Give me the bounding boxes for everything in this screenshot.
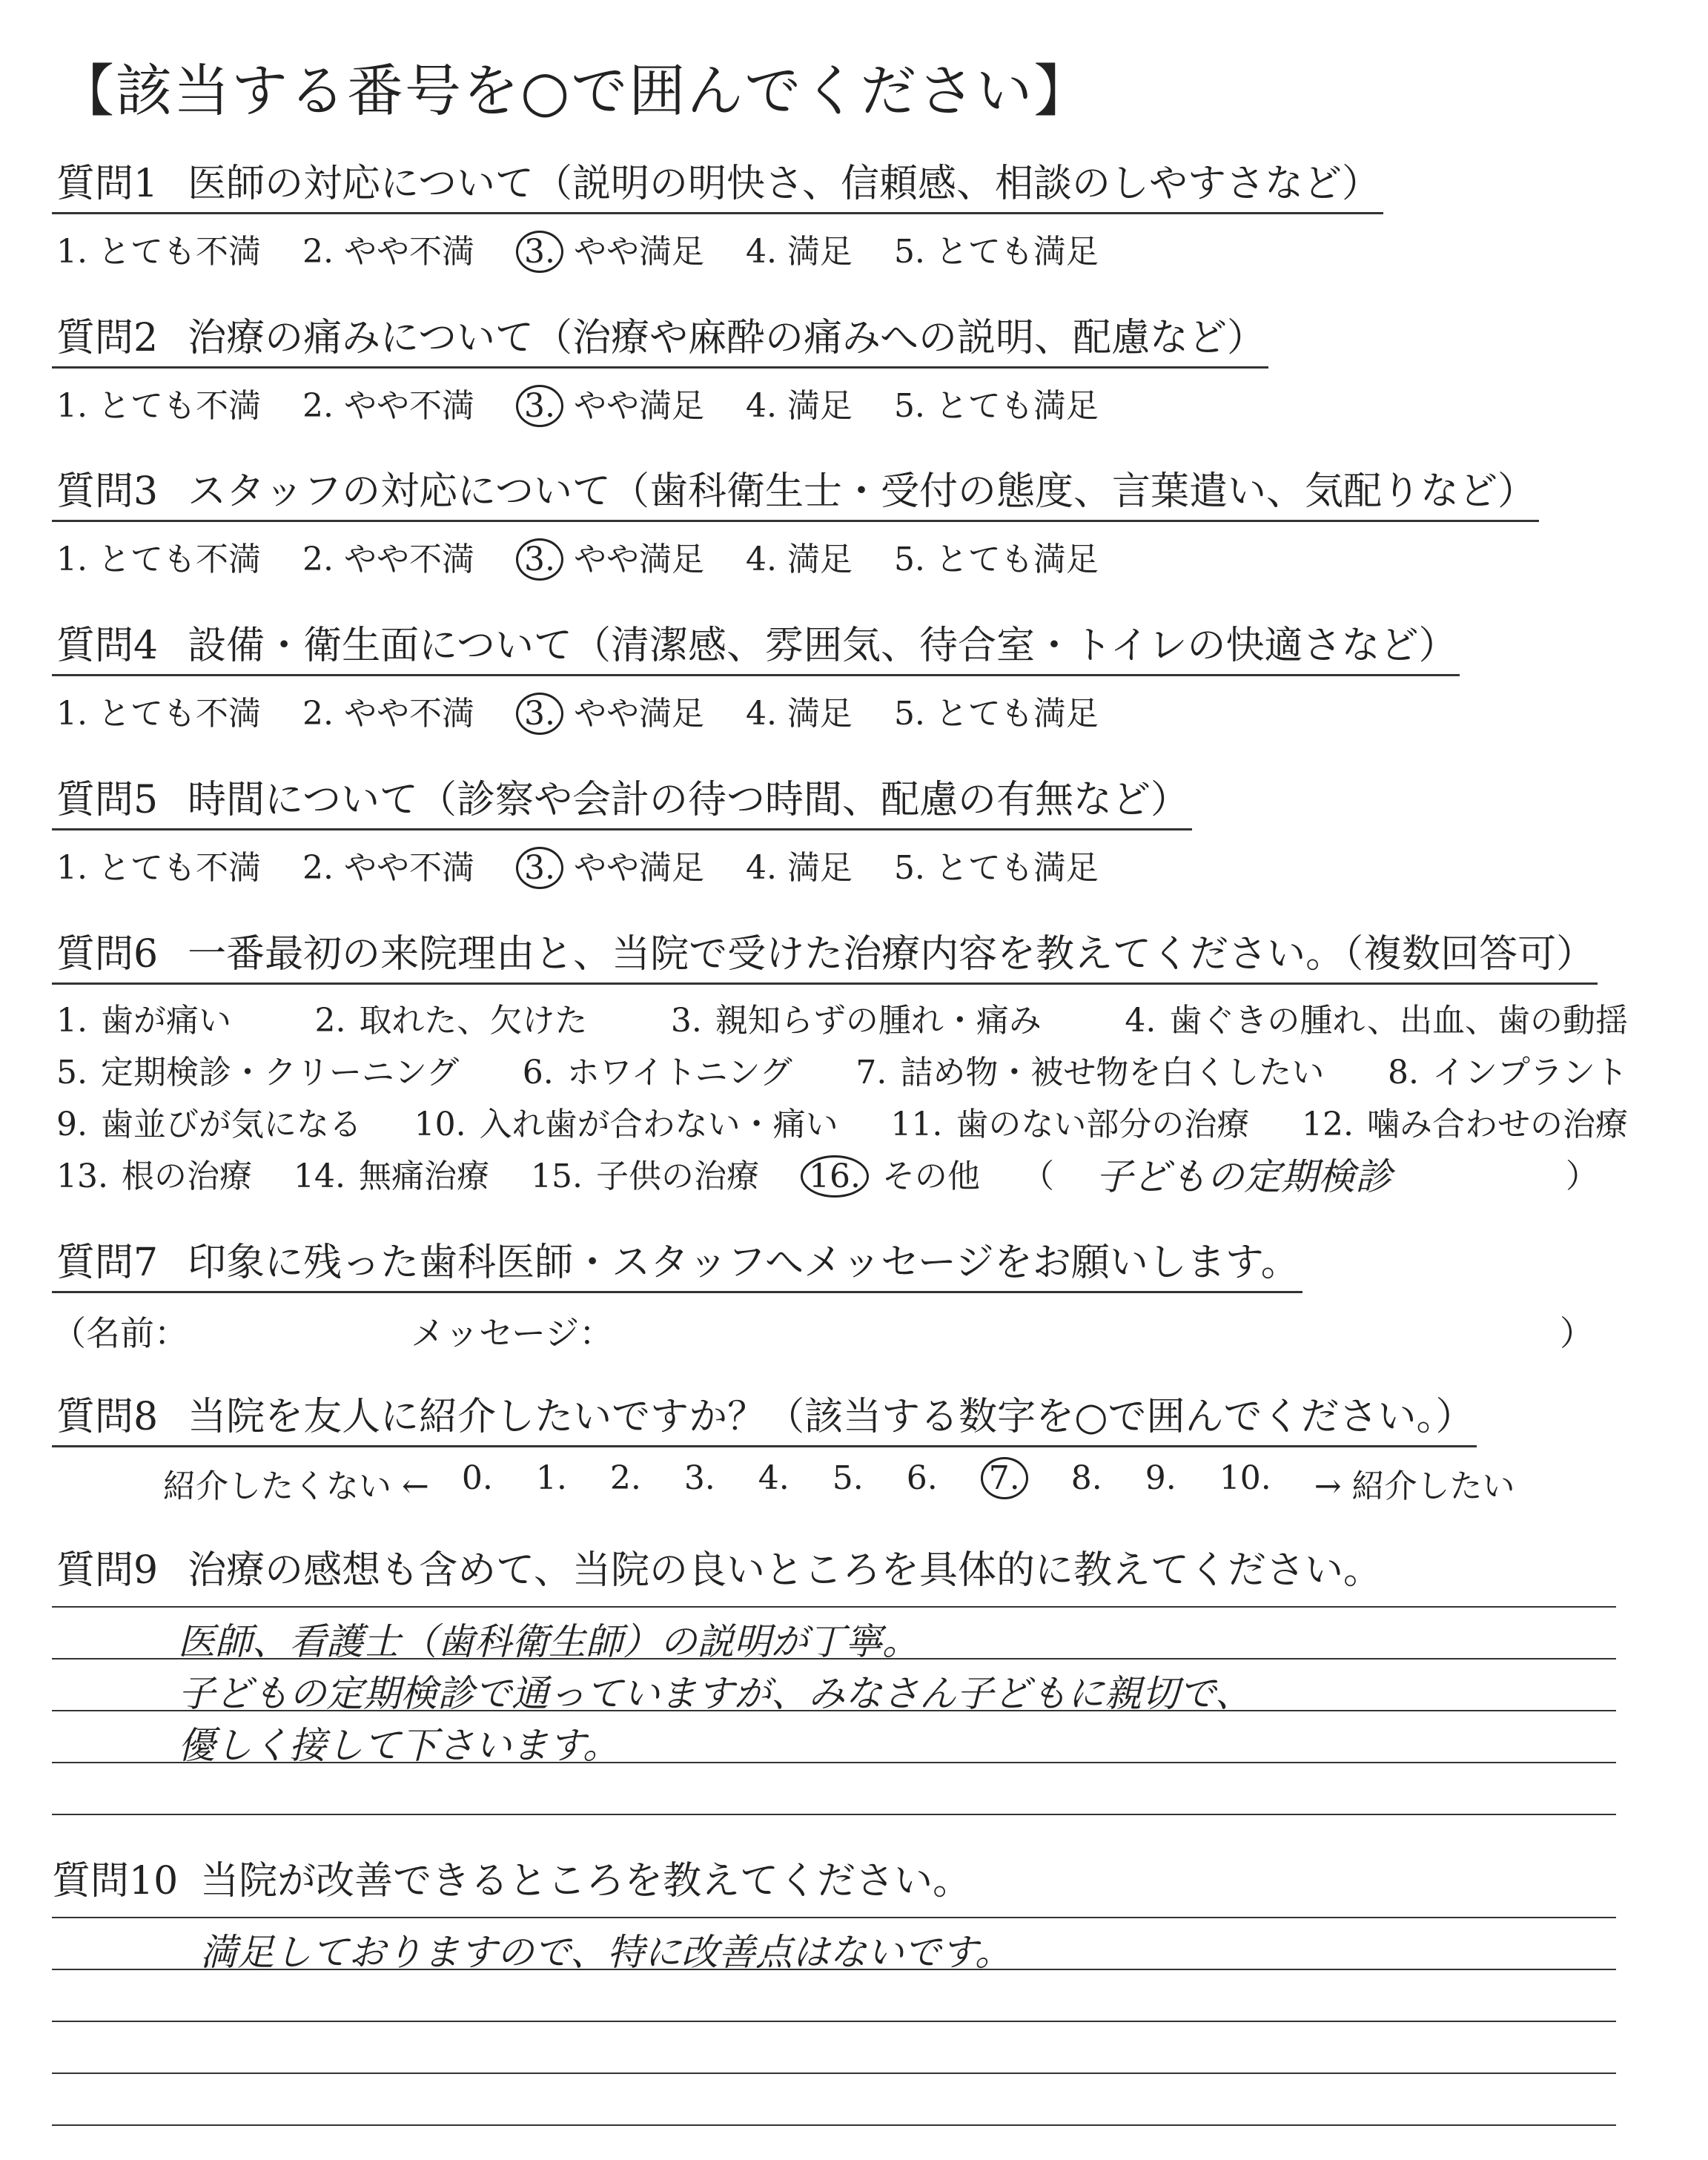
message-row [52,1307,1623,1355]
question-heading [52,1231,1302,1293]
option-4[interactable]: 4. 満足 [745,387,853,425]
option-2[interactable]: 2. やや不満 [302,541,474,578]
option-5[interactable]: 5. とても満足 [893,233,1099,271]
option-2[interactable]: 2. やや不満 [302,695,474,733]
question-7 [52,1231,1623,1355]
scale-3[interactable]: 3. [683,1459,715,1497]
option-1[interactable]: 1. とても不満 [56,233,261,271]
option-1[interactable]: 1. とても不満 [56,387,261,425]
option-1[interactable]: 1. とても不満 [56,541,261,578]
scale-6[interactable]: 6. [906,1459,938,1497]
message-close-paren: ） [1560,1313,1594,1353]
option-5[interactable]: 5. とても満足 [893,541,1099,578]
question-label: 質問2 [56,316,159,360]
option-5[interactable]: 5. とても満足 [893,849,1099,887]
question-text: 当院が改善できるところを教えてください。 [200,1859,972,1903]
scale-left-label: 紹介したくない ← [163,1467,429,1505]
option-10[interactable]: 10. 入れ歯が合わない・痛い [414,1106,838,1143]
option-6[interactable]: 6. ホワイトニング [522,1054,792,1091]
rating-options [52,225,1383,272]
question-text: 治療の痛みについて（治療や麻酔の痛みへの説明、配慮など） [188,316,1266,360]
question-1 [52,152,1383,272]
option-3[interactable]: 3. 親知らずの腫れ・痛み [670,1002,1042,1040]
option-2[interactable]: 2. やや不満 [302,387,474,425]
scale-10[interactable]: 10. [1219,1459,1271,1497]
option-4[interactable]: 4. 歯ぐきの腫れ、出血、歯の動揺 [1125,1002,1628,1040]
scale-8[interactable]: 8. [1070,1459,1102,1497]
scale-1[interactable]: 1. [535,1459,567,1497]
question-text: 治療の感想も含めて、当院の良いところを具体的に教えてください。 [188,1548,1383,1593]
reason-options [52,995,1628,1203]
option-5[interactable]: 5. 定期検診・クリーニング [56,1054,460,1091]
question-text: 医師の対応について（説明の明快さ、信頼感、相談のしやすさなど） [188,162,1380,206]
option-13[interactable]: 13. 根の治療 [56,1157,252,1195]
option-2[interactable]: 2. やや不満 [302,233,474,271]
answer-handwritten[interactable]: 子どもの定期検診で通っていますが、みなさん子どもに親切で、 [178,1672,1252,1715]
question-label: 質問8 [56,1395,159,1439]
question-heading [52,614,1460,676]
answer-line [52,2124,1616,2126]
option-1[interactable]: 1. とても不満 [56,849,261,887]
option-3-selected[interactable]: 3. やや満足 [516,841,704,888]
option-4[interactable]: 4. 満足 [745,849,853,887]
question-9 [52,1539,1382,1594]
option-3-selected[interactable]: 3. やや満足 [516,687,704,734]
other-answer-handwritten[interactable]: 子どもの定期検診 [1095,1155,1392,1198]
question-label: 質問7 [56,1241,159,1285]
option-16-selected[interactable]: 16. その他 [801,1151,980,1203]
option-4[interactable]: 4. 満足 [745,695,853,733]
scale-right-label: → 紹介したい [1314,1467,1515,1505]
option-1[interactable]: 1. 歯が痛い [56,1002,231,1040]
option-8[interactable]: 8. インプラント [1388,1054,1628,1091]
answer-line [52,1606,1616,1608]
question-heading [52,460,1539,522]
options-row [56,995,1628,1047]
option-11[interactable]: 11. 歯のない部分の治療 [890,1106,1250,1143]
option-15[interactable]: 15. 子供の治療 [530,1157,759,1195]
question-label: 質問4 [56,624,159,668]
question-10 [52,1849,971,1905]
question-8 [52,1385,1515,1507]
scale-7-selected[interactable]: 7. [981,1459,1039,1507]
option-2[interactable]: 2. 取れた、欠けた [314,1002,588,1040]
option-5[interactable]: 5. とても満足 [893,695,1099,733]
rating-options [52,687,1460,734]
option-9[interactable]: 9. 歯並びが気になる [56,1106,362,1143]
option-3-selected[interactable]: 3. やや満足 [516,532,704,580]
answer-line [52,2073,1616,2074]
option-3-selected[interactable]: 3. やや満足 [516,379,704,426]
options-row [56,1151,1628,1203]
question-label: 質問6 [56,932,159,977]
other-close-paren: ） [1566,1157,1598,1195]
option-12[interactable]: 12. 噛み合わせの治療 [1302,1106,1628,1143]
message-label: メッセージ： [411,1313,614,1353]
option-3-selected[interactable]: 3. やや満足 [516,225,704,272]
answer-line [52,1814,1616,1815]
question-heading [52,306,1268,369]
question-3 [52,460,1539,580]
scale-2[interactable]: 2. [609,1459,641,1497]
question-text: スタッフの対応について（歯科衛生士・受付の態度、言葉遣い、気配りなど） [188,469,1537,514]
option-1[interactable]: 1. とても不満 [56,695,261,733]
answer-line [52,1917,1616,1918]
question-5 [52,768,1192,888]
question-heading [52,152,1383,214]
scale-0[interactable]: 0. [461,1459,493,1497]
option-5[interactable]: 5. とても満足 [893,387,1099,425]
option-4[interactable]: 4. 満足 [745,541,853,578]
question-heading [52,922,1598,985]
option-2[interactable]: 2. やや不満 [302,849,474,887]
options-row [56,1047,1628,1099]
question-label: 質問3 [56,469,159,514]
option-4[interactable]: 4. 満足 [745,233,853,271]
option-14[interactable]: 14. 無痛治療 [293,1157,489,1195]
other-open-paren: （ [1021,1157,1054,1195]
question-heading [52,1385,1477,1447]
scale-9[interactable]: 9. [1145,1459,1176,1497]
question-2 [52,306,1268,426]
page-title: 【該当する番号を○で囲んでください】 [58,58,1092,124]
rating-options [52,841,1192,888]
question-label: 質問5 [56,778,159,822]
scale-4[interactable]: 4. [758,1459,790,1497]
name-label: （名前： [52,1313,188,1353]
answer-line [52,2021,1616,2022]
question-label: 質問9 [56,1548,159,1593]
question-label: 質問10 [52,1859,179,1903]
answer-handwritten[interactable]: 満足しておりますので、特に改善点はないです。 [200,1931,1012,1974]
option-7[interactable]: 7. 詰め物・被せ物を白くしたい [855,1054,1325,1091]
answer-handwritten[interactable]: 医師、看護士（歯科衛生師）の説明が丁寧。 [178,1620,919,1663]
scale-5[interactable]: 5. [832,1459,864,1497]
options-row [56,1099,1628,1151]
question-heading [52,1539,1382,1594]
question-label: 質問1 [56,162,159,206]
answer-handwritten[interactable]: 優しく接して下さいます。 [178,1724,620,1767]
question-text: 一番最初の来院理由と、当院で受けた治療内容を教えてください。（複数回答可） [188,932,1595,977]
question-heading [52,1849,971,1905]
question-6 [52,922,1628,1203]
question-text: 時間について（診察や会計の待つ時間、配慮の有無など） [188,778,1190,822]
rating-options [52,379,1268,426]
question-4 [52,614,1460,734]
question-text: 設備・衛生面について（清潔感、雰囲気、待合室・トイレの快適さなど） [188,624,1457,668]
question-text: 印象に残った歯科医師・スタッフへメッセージをお願いします。 [188,1241,1300,1285]
question-heading [52,768,1192,830]
question-text: 当院を友人に紹介したいですか？（該当する数字を○で囲んでください。） [188,1395,1474,1439]
recommend-scale [52,1459,1515,1507]
rating-options [52,532,1539,580]
